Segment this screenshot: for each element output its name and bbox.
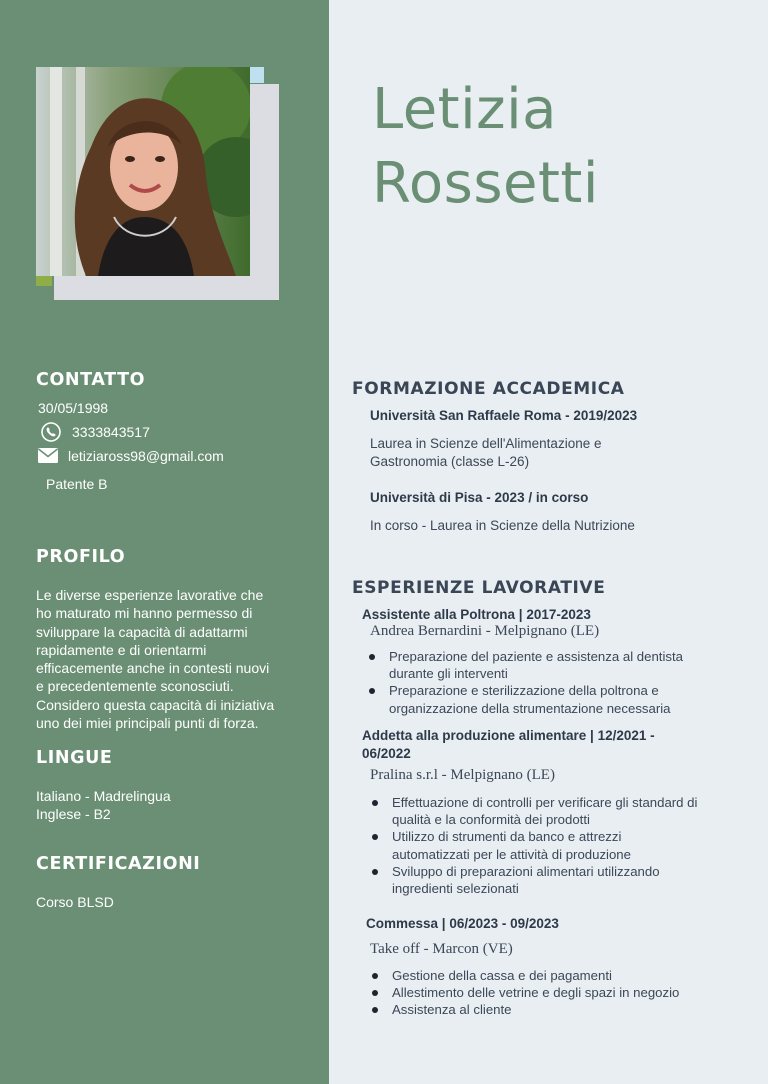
phone-icon bbox=[40, 421, 62, 443]
email-icon bbox=[38, 448, 58, 463]
first-name: Letizia bbox=[372, 77, 557, 142]
education-heading: FORMAZIONE ACCADEMICA bbox=[352, 379, 625, 399]
phone-number[interactable]: 3333843517 bbox=[72, 424, 150, 440]
job-employer: Andrea Bernardini - Melpignano (LE) bbox=[370, 623, 600, 639]
education-line: Laurea in Scienze dell'Alimentazione e bbox=[370, 436, 602, 451]
job-title-line: 06/2022 bbox=[362, 746, 411, 761]
list-item: Assistenza al cliente bbox=[372, 1001, 767, 1018]
profile-line: Considero questa capacità di iniziativa bbox=[36, 696, 275, 713]
profile-line: e precedentemente sconosciuti. bbox=[36, 678, 234, 695]
language-item: Italiano - Madrelingua bbox=[36, 788, 171, 804]
education-title: Università di Pisa - 2023 / in corso bbox=[370, 490, 589, 505]
driving-license: Patente B bbox=[46, 476, 108, 492]
profile-line: sviluppare la capacità di adattarmi bbox=[36, 623, 248, 640]
list-item: Sviluppo di preparazioni alimentari utilizzando ingredienti selezionati bbox=[372, 863, 767, 897]
job-employer: Pralina s.r.l - Melpignano (LE) bbox=[370, 767, 555, 783]
list-item: Effettuazione di controlli per verificare gli standard di qualità e la conformità dei prodotti bbox=[372, 794, 767, 828]
profile-line: uno dei miei principali punti di forza. bbox=[36, 715, 259, 732]
profile-line: rapidamente e di orientarmi bbox=[36, 641, 207, 658]
job-duties bbox=[372, 967, 767, 1019]
job-title: Commessa | 06/2023 - 09/2023 bbox=[366, 916, 559, 931]
photo-accent bbox=[36, 276, 52, 286]
profile-heading: PROFILO bbox=[36, 547, 126, 567]
certifications-heading: CERTIFICAZIONI bbox=[36, 854, 201, 874]
list-item: Gestione della cassa e dei pagamenti bbox=[372, 967, 767, 984]
job-duties bbox=[372, 794, 767, 897]
job-title-line: Addetta alla produzione alimentare | 12/2021 - bbox=[362, 728, 655, 743]
profile-text bbox=[36, 586, 326, 732]
job-duties bbox=[369, 648, 764, 717]
education-line: Gastronomia (classe L-26) bbox=[370, 454, 530, 469]
certification-item: Corso BLSD bbox=[36, 894, 114, 910]
job-title bbox=[362, 727, 655, 763]
list-item: Preparazione e sterilizzazione della poltrona e organizzazione della strumentazione necessaria bbox=[369, 682, 764, 716]
list-item: Utilizzo di strumenti da banco e attrezzi automatizzati per le attività di produzione bbox=[372, 828, 767, 862]
profile-photo bbox=[36, 67, 250, 276]
job-employer: Take off - Marcon (VE) bbox=[370, 941, 513, 957]
profile-line: ho maturato mi hanno permesso di bbox=[36, 605, 253, 622]
education-line: In corso - Laurea in Scienze della Nutrizione bbox=[370, 518, 635, 533]
email-address[interactable]: letiziaross98@gmail.com bbox=[68, 448, 224, 464]
job-title: Assistente alla Poltrona | 2017-2023 bbox=[362, 607, 591, 622]
list-item: Preparazione del paziente e assistenza al dentista durante gli interventi bbox=[369, 648, 764, 682]
last-name: Rossetti bbox=[372, 151, 599, 216]
education-title: Università San Raffaele Roma - 2019/2023 bbox=[370, 408, 638, 423]
birthdate: 30/05/1998 bbox=[38, 400, 109, 416]
contact-heading: CONTATTO bbox=[36, 370, 146, 390]
profile-line: Le diverse esperienze lavorative che bbox=[36, 587, 264, 603]
language-item: Inglese - B2 bbox=[36, 806, 111, 822]
languages-heading: LINGUE bbox=[36, 748, 113, 768]
photo-accent bbox=[250, 67, 264, 83]
profile-line: efficacemente anche in contesti nuovi bbox=[36, 660, 270, 677]
experience-heading: ESPERIENZE LAVORATIVE bbox=[352, 578, 606, 598]
list-item: Allestimento delle vetrine e degli spazi in negozio bbox=[372, 984, 767, 1001]
